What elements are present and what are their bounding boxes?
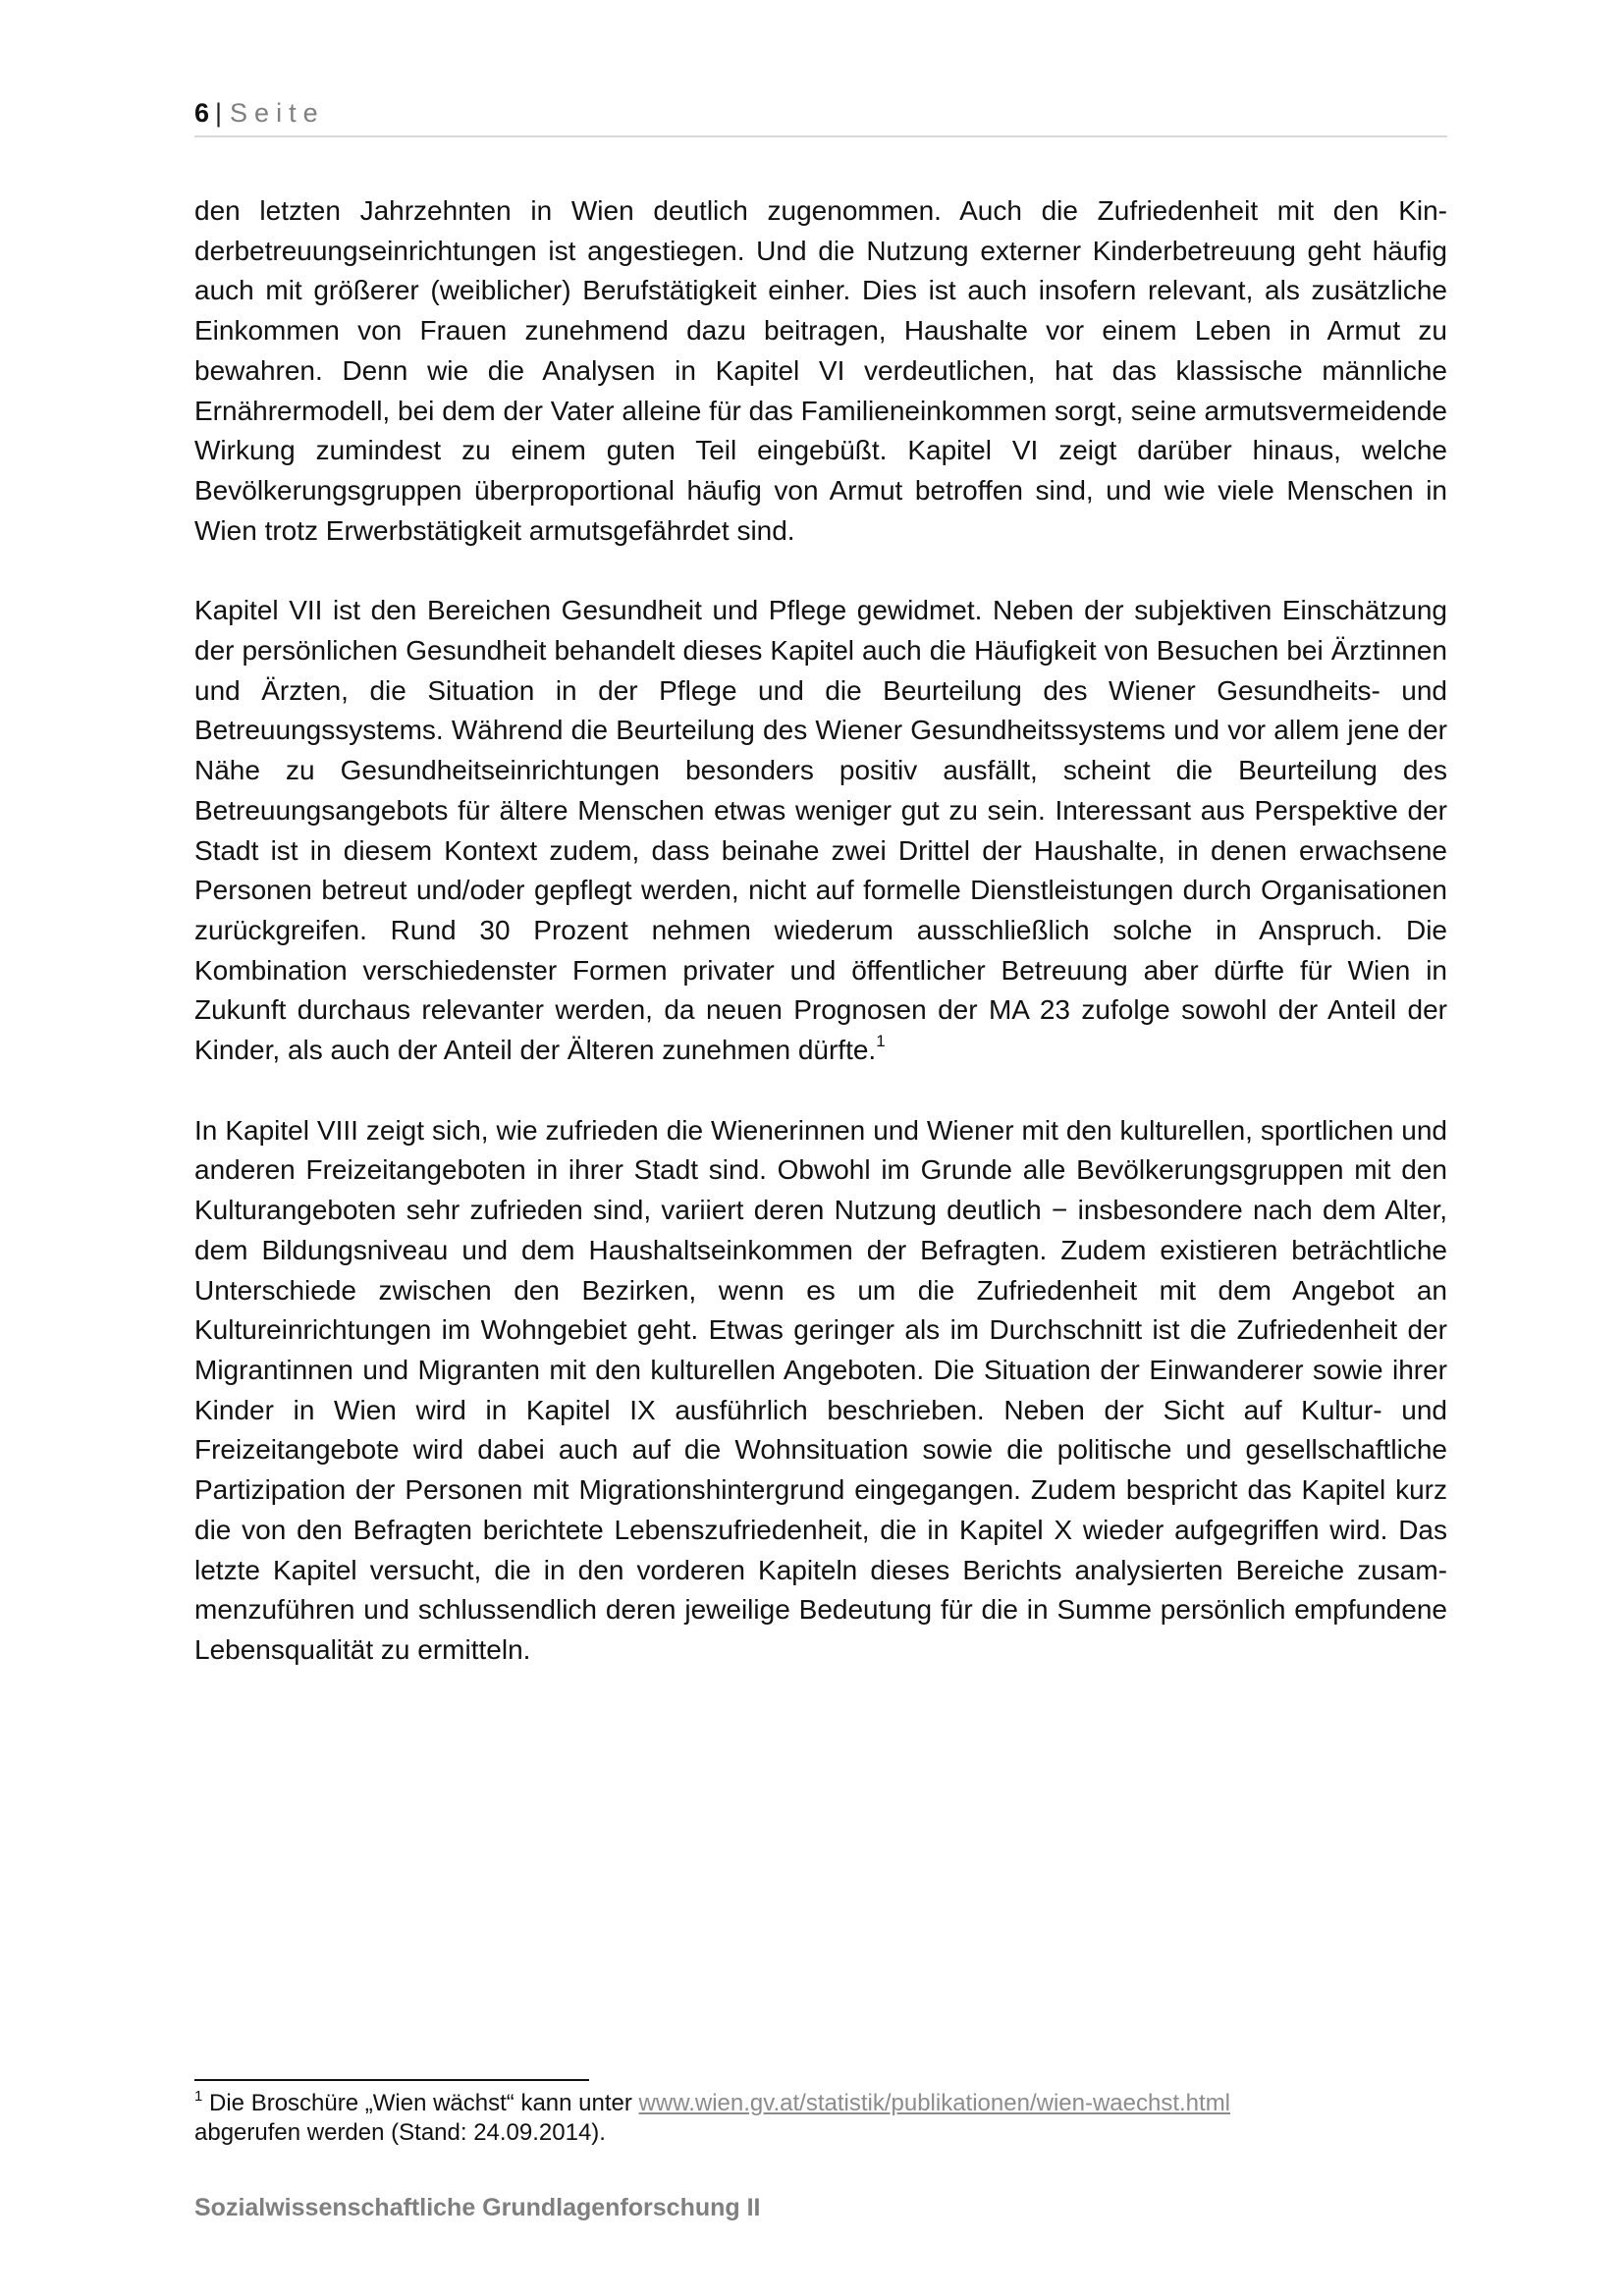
footnote-reference[interactable]: 1 <box>876 1032 886 1051</box>
page-header <box>194 96 1447 137</box>
page-label: Seite <box>230 98 325 128</box>
paragraph-1 <box>194 191 1447 551</box>
paragraph-1-text: den letzten Jahrzehnten in Wien deutlich zugenommen. Auch die Zufriedenheit mit den Kinderbetreuungseinrichtungen ist angestiegen. Und die Nutzung externer Kinderbetreuung geht häufig auch mit größerer (weiblicher) Berufstätigkeit einher. Dies ist auch insofern relevant, als zusätzliche Einkommen von Frauen zunehmend dazu beitragen, Haushalte vor einem Leben in Armut zu bewahren. Denn wie die Analysen in Kapitel VI verdeutlichen, hat das klassische männliche Ernährermodell, bei dem der Vater alleine für das Familieneinkommen sorgt, seine armutsvermeidende Wirkung zumindest zu einem guten Teil eingebüßt. Kapitel VI zeigt darüber hinaus, welche Bevölkerungsgruppen überproportional häufig von Armut betroffen sind, und wie viele Menschen in Wien trotz Erwerbstätigkeit armutsgefährdet sind. <box>194 195 1447 546</box>
footnote <box>194 2089 1447 2148</box>
page-number: 6 <box>194 98 210 128</box>
paragraph-2 <box>194 591 1447 1070</box>
page-footer: Sozialwissenschaftliche Grundlagenforschung II <box>194 2194 761 2221</box>
footnote-marker: 1 <box>194 2088 203 2105</box>
footnote-divider <box>194 2079 589 2081</box>
footnote-text-before: Die Broschüre „Wien wächst“ kann unter <box>209 2090 632 2116</box>
paragraph-3-text: In Kapitel VIII zeigt sich, wie zufrieden die Wienerinnen und Wiener mit den kulturellen, sportlichen und anderen Freizeitangeboten in ihrer Stadt sind. Obwohl im Grunde alle Bevölkerungsgruppen mit den Kulturangeboten sehr zufrieden sind, variiert deren Nutzung deutlich − insbesondere nach dem Alter, dem Bildungsniveau und dem Haushaltseinkommen der Befragten. Zudem existieren beträchtliche Unterschiede zwischen den Bezirken, wenn es um die Zufriedenheit mit dem Angebot an Kultureinrichtungen im Wohngebiet geht. Etwas geringer als im Durchschnitt ist die Zufriedenheit der Migrantinnen und Migranten mit den kulturellen Angeboten. Die Situation der Einwanderer sowie ihrer Kinder in Wien wird in Kapitel IX ausführlich beschrieben. Neben der Sicht auf Kultur- und Freizeitangebote wird dabei auch auf die Wohnsituation sowie die politische und gesellschaftliche Partizipation der Personen mit Migrationshintergrund eingegangen. Zudem bespricht das Kapitel kurz die von den Befragten berichtete Lebenszufriedenheit, die in Kapitel X wieder aufgegriffen wird. Das letzte Kapitel versucht, die in den vorderen Kapiteln dieses Berichts analysierten Bereiche zusammenzuführen und schlussendlich deren jeweilige Bedeutung für die in Summe persönlich empfundene Lebensqualität zu ermitteln. <box>194 1114 1447 1665</box>
paragraph-3 <box>194 1111 1447 1671</box>
header-separator: | <box>215 98 223 128</box>
paragraph-2-text: Kapitel VII ist den Bereichen Gesundheit und Pflege gewidmet. Neben der subjektiven Einschätzung der persönlichen Gesundheit behandelt dieses Kapitel auch die Häufigkeit von Besuchen bei Ärztinnen und Ärzten, die Situation in der Pflege und die Beurteilung des Wiener Gesundheits- und Betreuungssystems. Während die Beurteilung des Wiener Gesundheitssystems und vor allem jene der Nähe zu Gesundheitseinrichtungen besonders positiv ausfällt, scheint die Beurteilung des Betreuungsangebots für ältere Menschen etwas weniger gut zu sein. Interessant aus Perspektive der Stadt ist in diesem Kontext zudem, dass beinahe zwei Drittel der Haushalte, in denen erwachsene Personen betreut und/oder gepflegt werden, nicht auf formelle Dienstleistungen durch Organisationen zurückgreifen. Rund 30 Prozent nehmen wiederum ausschließlich solche in Anspruch. Die Kombination verschiedenster Formen privater und öffentlicher Betreuung aber dürfte für Wien in Zukunft durchaus relevanter werden, da neuen Prognosen der MA 23 zufolge sowohl der Anteil der Kinder, als auch der Anteil der Älteren zunehmen dürfte. <box>194 595 1447 1066</box>
body-text <box>194 191 1447 1711</box>
footnote-text-after: abgerufen werden (Stand: 24.09.2014). <box>194 2119 606 2146</box>
footnote-link[interactable]: www.wien.gv.at/statistik/publikationen/wien-waechst.html <box>638 2090 1231 2116</box>
